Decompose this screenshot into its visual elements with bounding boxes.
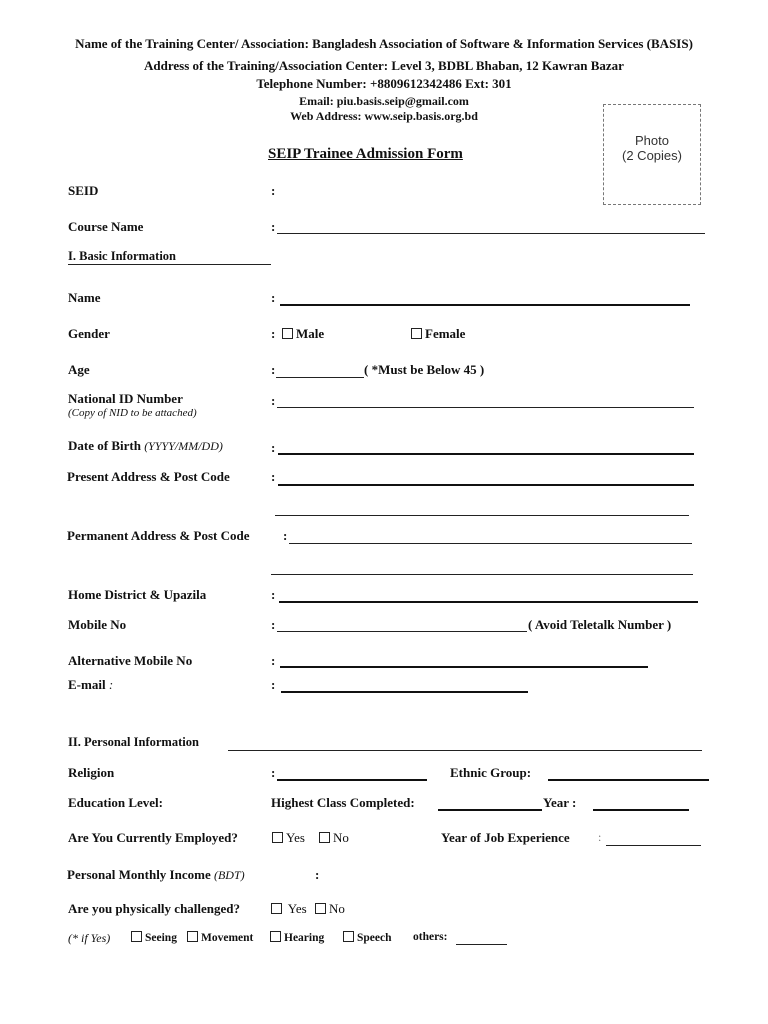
present-address-field-1[interactable] xyxy=(278,484,694,486)
name-field[interactable] xyxy=(280,304,690,306)
age-note: ( *Must be Below 45 ) xyxy=(364,362,485,377)
course-name-field[interactable] xyxy=(277,233,705,234)
job-experience-field[interactable] xyxy=(606,845,701,846)
photo-box[interactable] xyxy=(603,104,701,205)
home-district-colon: : xyxy=(271,587,276,602)
monthly-income-colon: : xyxy=(315,867,320,882)
challenged-yes-option[interactable] xyxy=(271,901,307,917)
ethnic-group-field[interactable] xyxy=(548,779,709,781)
section-basic-information: I. Basic Information xyxy=(68,249,176,263)
employed-no-option[interactable] xyxy=(319,830,349,846)
permanent-address-colon: : xyxy=(283,528,288,543)
religion-label: Religion xyxy=(68,765,115,780)
challenged-yes-label: Yes xyxy=(287,901,307,916)
challenged-no-option[interactable] xyxy=(315,901,345,917)
employed-yes-option[interactable] xyxy=(272,830,305,846)
mobile-note: ( Avoid Teletalk Number ) xyxy=(528,617,672,632)
nid-field[interactable] xyxy=(277,407,694,408)
mobile-label: Mobile No xyxy=(68,617,127,632)
dob-field[interactable] xyxy=(278,453,694,455)
photo-label: Photo xyxy=(635,133,669,148)
female-label: Female xyxy=(425,326,466,341)
religion-colon: : xyxy=(271,765,276,780)
seid-colon: : xyxy=(271,183,276,198)
employed-yes-checkbox[interactable] xyxy=(272,832,283,843)
age-label: Age xyxy=(68,362,90,377)
dob-format: (YYYY/MM/DD) xyxy=(144,439,223,453)
present-address-colon: : xyxy=(271,469,276,484)
gender-female-option[interactable] xyxy=(411,326,465,342)
center-name: Name of the Training Center/ Association: Bangladesh Association of Software & Information Services (BASIS) xyxy=(75,36,693,51)
section-underline xyxy=(68,264,271,265)
employed-no-label: No xyxy=(333,830,349,845)
seeing-option[interactable] xyxy=(131,931,177,944)
email-text: E-mail xyxy=(68,677,106,692)
speech-label: Speech xyxy=(357,932,392,944)
nid-colon: : xyxy=(271,393,276,408)
present-address-label: Present Address & Post Code xyxy=(67,469,230,484)
present-address-field-2[interactable] xyxy=(275,515,689,516)
nid-note: (Copy of NID to be attached) xyxy=(68,407,197,419)
age-colon: : xyxy=(271,362,276,377)
movement-label: Movement xyxy=(201,932,254,944)
seeing-checkbox[interactable] xyxy=(131,931,142,942)
religion-field[interactable] xyxy=(277,779,427,781)
alt-mobile-field[interactable] xyxy=(280,666,648,668)
income-unit: (BDT) xyxy=(213,868,245,882)
movement-checkbox[interactable] xyxy=(187,931,198,942)
permanent-address-label: Permanent Address & Post Code xyxy=(67,528,250,543)
age-field[interactable] xyxy=(276,377,364,378)
employed-no-checkbox[interactable] xyxy=(319,832,330,843)
alt-mobile-colon: : xyxy=(271,653,276,668)
male-checkbox[interactable] xyxy=(282,328,293,339)
highest-class-field[interactable] xyxy=(438,809,542,811)
employed-yes-label: Yes xyxy=(286,830,305,845)
home-district-field[interactable] xyxy=(279,601,698,603)
movement-option[interactable] xyxy=(187,931,253,944)
photo-copies: (2 Copies) xyxy=(622,148,682,163)
gender-label: Gender xyxy=(68,326,110,341)
year-field[interactable] xyxy=(593,809,689,811)
seid-label: SEID xyxy=(68,183,99,198)
name-label: Name xyxy=(68,290,101,305)
email-colon-inline: : xyxy=(108,677,114,692)
monthly-income-text: Personal Monthly Income xyxy=(67,867,211,882)
home-district-label: Home District & Upazila xyxy=(68,587,207,602)
email-colon: : xyxy=(271,677,276,692)
physically-challenged-label: Are you physically challenged? xyxy=(68,901,241,916)
challenged-no-checkbox[interactable] xyxy=(315,903,326,914)
email-field[interactable] xyxy=(281,691,528,693)
ethnic-group-label: Ethnic Group: xyxy=(450,765,532,780)
speech-option[interactable] xyxy=(343,931,392,944)
male-label: Male xyxy=(296,326,325,341)
hearing-option[interactable] xyxy=(270,931,324,944)
section2-underline xyxy=(228,750,702,751)
web-address: Web Address: www.seip.basis.org.bd xyxy=(290,109,478,123)
permanent-address-field-2[interactable] xyxy=(271,574,693,575)
others-label: others: xyxy=(413,931,448,943)
gender-male-option[interactable] xyxy=(282,326,324,342)
mobile-colon: : xyxy=(271,617,276,632)
center-address: Address of the Training/Association Center: Level 3, BDBL Bhaban, 12 Kawran Bazar xyxy=(144,58,624,73)
form-title: SEIP Trainee Admission Form xyxy=(268,146,463,162)
challenged-yes-checkbox[interactable] xyxy=(271,903,282,914)
mobile-field[interactable] xyxy=(277,631,527,632)
alt-mobile-label: Alternative Mobile No xyxy=(68,653,193,668)
section-personal-information: II. Personal Information xyxy=(68,735,199,749)
highest-class-label: Highest Class Completed: xyxy=(271,795,415,810)
employed-label: Are You Currently Employed? xyxy=(68,830,238,845)
seeing-label: Seeing xyxy=(145,932,177,944)
female-checkbox[interactable] xyxy=(411,328,422,339)
monthly-income-label xyxy=(67,867,245,883)
dob-text: Date of Birth xyxy=(68,438,141,453)
email-address: Email: piu.basis.seip@gmail.com xyxy=(299,94,469,108)
job-experience-colon: : xyxy=(598,830,602,844)
nid-label: National ID Number xyxy=(68,391,183,406)
job-experience-label: Year of Job Experience xyxy=(441,830,570,845)
permanent-address-field-1[interactable] xyxy=(289,543,692,544)
dob-label xyxy=(68,438,223,454)
name-colon: : xyxy=(271,290,276,305)
hearing-checkbox[interactable] xyxy=(270,931,281,942)
speech-checkbox[interactable] xyxy=(343,931,354,942)
course-name-colon: : xyxy=(271,219,276,234)
telephone-number: Telephone Number: +8809612342486 Ext: 301 xyxy=(256,76,512,91)
if-yes-note: (* if Yes) xyxy=(68,931,111,945)
dob-colon: : xyxy=(271,440,276,455)
others-field[interactable] xyxy=(456,944,507,945)
gender-colon: : xyxy=(271,326,276,341)
hearing-label: Hearing xyxy=(284,932,325,944)
education-level-label: Education Level: xyxy=(68,795,163,810)
challenged-no-label: No xyxy=(329,901,345,916)
email-label xyxy=(68,677,113,693)
year-label: Year : xyxy=(543,795,577,810)
course-name-label: Course Name xyxy=(68,219,144,234)
